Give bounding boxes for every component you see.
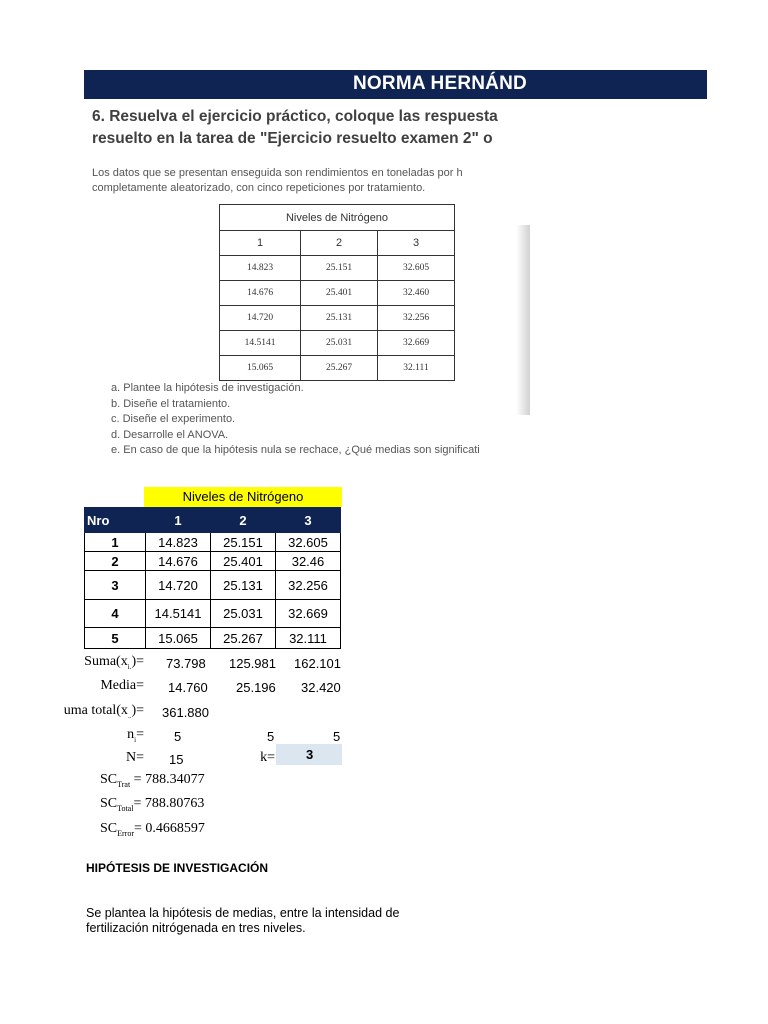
image-cell: 25.031 — [301, 331, 378, 356]
ni-value-1[interactable]: 5 — [174, 729, 182, 744]
image-col-header: 3 — [378, 231, 455, 256]
sc-error — [100, 821, 205, 838]
suma-total-sub: .. — [127, 711, 132, 720]
data-cell[interactable]: 32.111 — [276, 628, 341, 649]
exercise-image — [84, 100, 528, 472]
sc-trat-sub: Trat — [117, 779, 131, 789]
task-item: b. Diseñe el tratamiento. — [111, 397, 231, 410]
data-cell[interactable]: 25.267 — [211, 628, 276, 649]
table-row — [85, 552, 341, 571]
row-number[interactable]: 2 — [85, 552, 146, 571]
data-cell[interactable]: 15.065 — [146, 628, 211, 649]
header-level-1[interactable]: 1 — [146, 508, 211, 533]
image-cell: 14.676 — [220, 281, 301, 306]
media-value-1[interactable]: 14.760 — [168, 680, 208, 695]
sc-total-label: SC — [100, 796, 118, 811]
sc-total-value[interactable]: 788.80763 — [144, 796, 205, 811]
data-cell[interactable]: 32.669 — [276, 600, 341, 628]
sc-error-value[interactable]: 0.4668597 — [145, 821, 205, 836]
question-text — [92, 106, 498, 150]
image-table-row — [220, 331, 455, 356]
image-data-table — [219, 204, 455, 381]
image-cell: 25.131 — [301, 306, 378, 331]
k-label: k= — [260, 750, 275, 765]
suma-total-tail: )= — [131, 703, 144, 718]
ni-label — [127, 727, 144, 744]
sc-total — [100, 796, 204, 813]
image-cell: 14.720 — [220, 306, 301, 331]
ni-label-tail: = — [136, 727, 144, 742]
sc-trat-eq: = — [130, 772, 146, 787]
image-table-row — [220, 306, 455, 331]
image-cell: 32.460 — [378, 281, 455, 306]
task-item: a. Plantee la hipótesis de investigación. — [111, 382, 304, 394]
image-cell: 32.256 — [378, 306, 455, 331]
question-line-1: 6. Resuelva el ejercicio práctico, coloque las respuesta — [92, 108, 498, 125]
image-cell: 25.151 — [301, 256, 378, 281]
image-cell: 25.401 — [301, 281, 378, 306]
table-row — [85, 628, 341, 649]
data-cell[interactable]: 25.131 — [211, 571, 276, 600]
suma-value-2[interactable]: 125.981 — [229, 656, 276, 671]
image-cell: 32.605 — [378, 256, 455, 281]
image-cell: 32.669 — [378, 331, 455, 356]
ni-value-3[interactable]: 5 — [333, 729, 341, 744]
sc-trat-value[interactable]: 788.34077 — [145, 772, 205, 787]
image-cell: 25.267 — [301, 356, 378, 381]
title-banner — [84, 70, 707, 99]
data-cell[interactable]: 32.256 — [276, 571, 341, 600]
sc-total-eq: = — [133, 796, 145, 811]
task-item: e. En caso de que la hipótesis nula se rechace, ¿Qué medias son significati — [111, 444, 480, 456]
data-cell[interactable]: 32.605 — [276, 533, 341, 552]
intro-text — [92, 166, 463, 196]
row-number[interactable]: 3 — [85, 571, 146, 600]
group-header-cell[interactable]: Niveles de Nitrógeno — [144, 487, 342, 507]
table-row — [85, 571, 341, 600]
sc-error-eq: = — [134, 821, 146, 836]
table-row — [85, 533, 341, 552]
media-value-3[interactable]: 32.420 — [301, 680, 341, 695]
suma-label — [84, 654, 144, 671]
task-item: d. Desarrolle el ANOVA. — [111, 428, 229, 441]
table-row — [85, 600, 341, 628]
header-nro[interactable]: Nro — [85, 508, 146, 533]
image-table-row — [220, 256, 455, 281]
suma-total-text: uma total(x — [63, 703, 128, 718]
sc-trat-label: SC — [100, 772, 118, 787]
suma-label-tail: )= — [131, 654, 144, 669]
data-cell[interactable]: 25.401 — [211, 552, 276, 571]
sc-error-sub: Error — [117, 828, 135, 838]
header-level-2[interactable]: 2 — [211, 508, 276, 533]
suma-total-label — [64, 703, 144, 720]
row-number[interactable]: 5 — [85, 628, 146, 649]
suma-label-text: Suma(x — [84, 654, 128, 669]
hypothesis-text: Se plantea la hipótesis de medias, entre la intensidad de fertilización nitrógenada en tres niveles. — [86, 906, 400, 935]
row-number[interactable]: 1 — [85, 533, 146, 552]
image-col-header: 1 — [220, 231, 301, 256]
data-sheet-table — [84, 507, 341, 649]
data-cell[interactable]: 14.676 — [146, 552, 211, 571]
sc-total-sub: Total — [117, 803, 134, 813]
k-value[interactable]: 3 — [276, 744, 342, 765]
task-list — [111, 381, 480, 459]
image-table-row — [220, 356, 455, 381]
ni-label-text: n — [127, 727, 135, 742]
image-cell: 32.111 — [378, 356, 455, 381]
data-cell[interactable]: 14.720 — [146, 571, 211, 600]
image-cell: 15.065 — [220, 356, 301, 381]
sc-error-label: SC — [100, 821, 118, 836]
intro-line-2: completamente aleatorizado, con cinco repeticiones por tratamiento. — [92, 182, 426, 194]
data-cell[interactable]: 14.5141 — [146, 600, 211, 628]
ni-label-sub: i — [134, 735, 137, 744]
question-line-2: resuelto en la tarea de "Ejercicio resuelto examen 2" o — [92, 130, 493, 147]
N-value[interactable]: 15 — [169, 752, 184, 767]
banner-title: NORMA HERNÁND — [353, 73, 527, 94]
data-cell[interactable]: 25.151 — [211, 533, 276, 552]
ni-value-2[interactable]: 5 — [267, 729, 275, 744]
image-shadow — [516, 225, 530, 415]
media-label: Media= — [100, 678, 144, 693]
suma-total-value[interactable]: 361.880 — [162, 705, 209, 720]
image-col-header: 2 — [301, 231, 378, 256]
data-cell[interactable]: 25.031 — [211, 600, 276, 628]
suma-value-1[interactable]: 73.798 — [166, 656, 206, 671]
sc-trat — [100, 772, 205, 789]
task-item: c. Diseñe el experimento. — [111, 413, 236, 425]
row-number[interactable]: 4 — [85, 600, 146, 628]
image-cell: 14.823 — [220, 256, 301, 281]
image-table-row — [220, 281, 455, 306]
data-cell[interactable]: 32.46 — [276, 552, 341, 571]
intro-line-1: Los datos que se presentan enseguida son rendimientos en toneladas por h — [92, 167, 463, 179]
header-level-3[interactable]: 3 — [276, 508, 341, 533]
hypothesis-title: HIPÓTESIS DE INVESTIGACIÓN — [86, 861, 269, 875]
image-table-title: Niveles de Nitrógeno — [220, 205, 455, 231]
N-label: N= — [125, 750, 144, 765]
media-value-2[interactable]: 25.196 — [236, 680, 276, 695]
data-cell[interactable]: 14.823 — [146, 533, 211, 552]
image-cell: 14.5141 — [220, 331, 301, 356]
suma-value-3[interactable]: 162.101 — [294, 656, 341, 671]
suma-label-sub: i. — [127, 662, 132, 671]
